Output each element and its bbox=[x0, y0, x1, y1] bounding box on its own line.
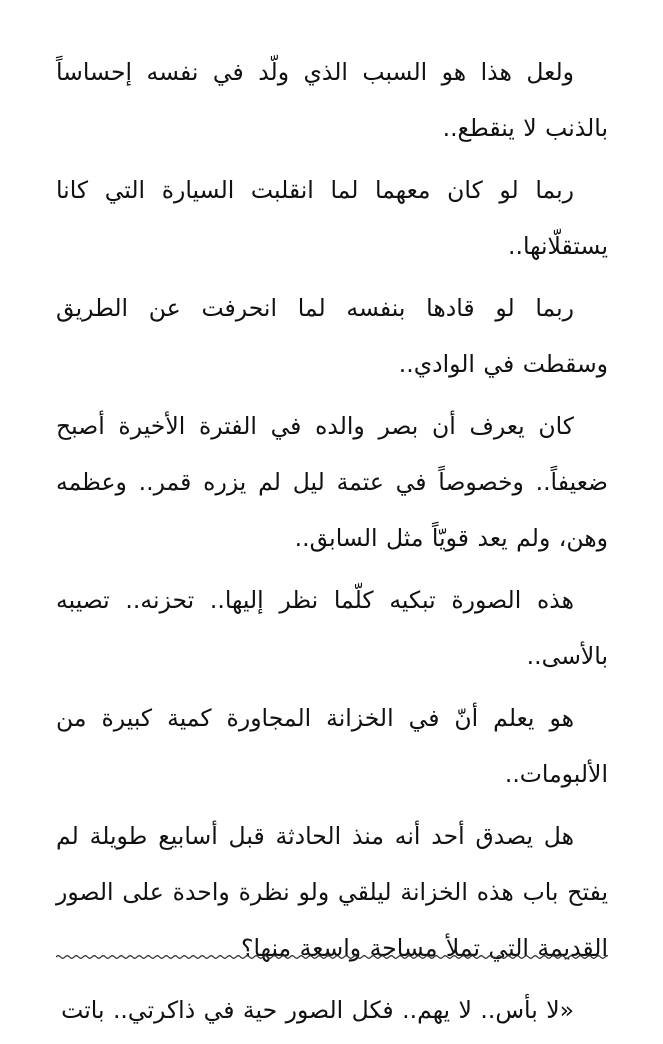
wavy-page-divider bbox=[56, 950, 608, 964]
page-text-block bbox=[56, 44, 608, 1044]
paragraph-8: «لا بأس.. لا يهم.. فكل الصور حية في ذاكرتي.. باتت bbox=[61, 996, 574, 1024]
paragraph-2: ربما لو كان معهما لما انقلبت السيارة التي كانا يستقلّانها.. bbox=[56, 176, 608, 260]
paragraph-1: ولعل هذا هو السبب الذي ولّد في نفسه إحساساً بالذنب لا ينقطع.. bbox=[56, 58, 608, 142]
wavy-line bbox=[56, 956, 608, 959]
paragraph-7: هل يصدق أحد أنه منذ الحادثة قبل أسابيع طويلة لم يفتح باب هذه الخزانة ليلقي ولو نظرة واحدة على الصور القديمة التي تملأ مساحة واسعة منها؟ bbox=[56, 822, 608, 962]
paragraph-6: هو يعلم أنّ في الخزانة المجاورة كمية كبيرة من الألبومات.. bbox=[56, 704, 608, 788]
paragraph-4: كان يعرف أن بصر والده في الفترة الأخيرة أصبح ضعيفاً.. وخصوصاً في عتمة ليل لم يزره قمر.. وعظمه وهن، ولم يعد قويّاً مثل السابق.. bbox=[56, 412, 608, 552]
paragraph-3: ربما لو قادها بنفسه لما انحرفت عن الطريق وسقطت في الوادي.. bbox=[56, 294, 608, 378]
paragraph-5: هذه الصورة تبكيه كلّما نظر إليها.. تحزنه.. تصيبه بالأسى.. bbox=[56, 586, 608, 670]
